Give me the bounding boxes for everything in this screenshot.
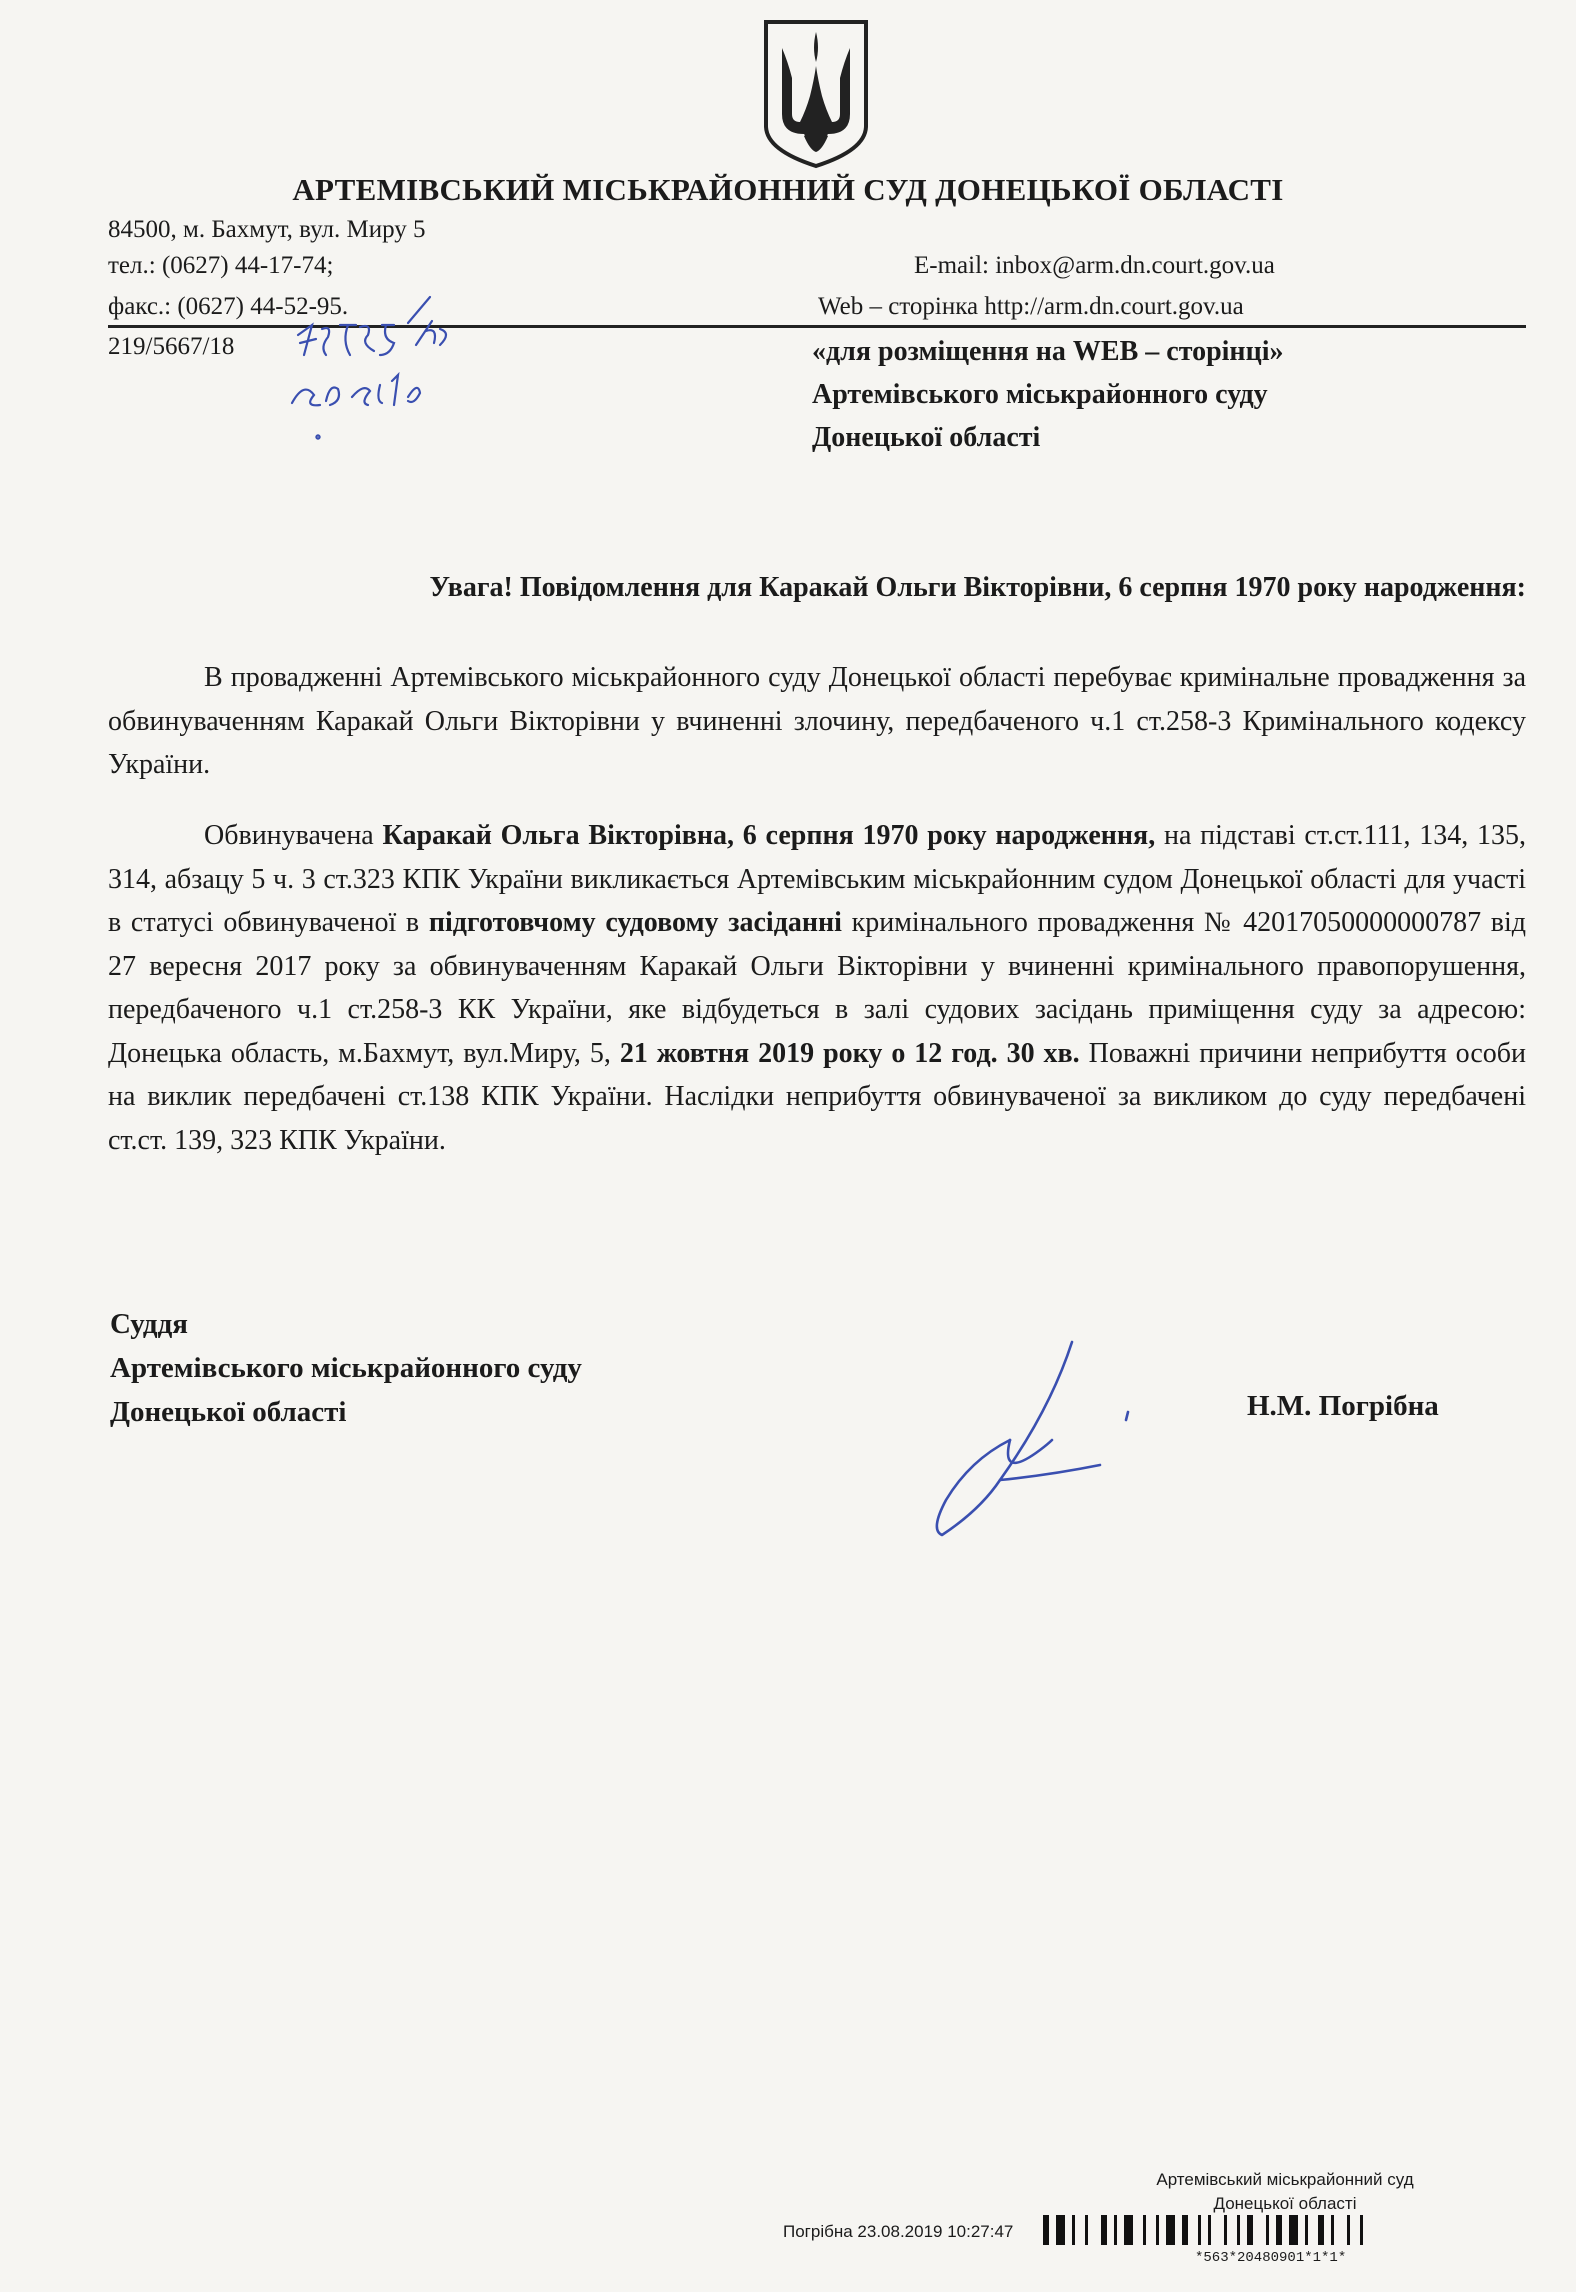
paragraph-2-text-3: кримінального провадження № 42017050000000787 від 27 вересня 2017 року за обвинуваченням Каракай Ольги Вікторівни у вчиненні кримінального правопорушення, передбаченого ч.1 ст.258-3 КК України, яке відбудеться в залі судових засідань приміщення суду за адресою: Донецька область, м.Бахмут, вул.Миру, 5, xyxy=(108,907,1527,1069)
registration-stamp-court xyxy=(1100,2168,1470,2216)
outgoing-number: 219/5667/18 xyxy=(108,333,235,360)
paragraph-2-text-4: Поважні причини неприбуття особи на виклик передбачені ст.138 КПК України. Наслідки неприбуття обвинуваченої за викликом до суду передбачені ст.ст. 139, 323 КПК України. xyxy=(108,1037,1527,1156)
addressee-line-1: «для розміщення на WEB – сторінці» xyxy=(812,336,1284,367)
addressee-block xyxy=(812,330,1283,459)
paragraph-1: В провадженні Артемівського міськрайонного суду Донецької області перебуває кримінальне провадження за обвинуваченням Каракай Ольги Вікторівни у вчиненні злочину, передбаченого ч.1 ст.258-3 Кримінального кодексу України. xyxy=(108,662,1526,780)
notice-heading: Увага! Повідомлення для Каракай Ольги Вікторівни, 6 серпня 1970 року народження: xyxy=(429,572,1526,603)
stamp-court-line-1: Артемівський міськрайонний суд xyxy=(1156,2170,1414,2189)
barcode-text: *563*20480901*1*1* xyxy=(1195,2250,1347,2266)
paragraph-2-text-1: Обвинувачена xyxy=(204,820,383,851)
judge-title-line-3: Донецької області xyxy=(110,1396,347,1428)
handwritten-signature xyxy=(930,1330,1130,1540)
court-title: АРТЕМІВСЬКИЙ МІСЬКРАЙОННИЙ СУД ДОНЕЦЬКОЇ ОБЛАСТІ xyxy=(292,172,1284,207)
accused-name-bold: Каракай Ольга Вікторівна, 6 серпня 1970 року народження, xyxy=(382,820,1156,851)
registration-stamp-signed: Погрібна 23.08.2019 10:27:47 xyxy=(783,2222,1014,2241)
barcode xyxy=(1043,2215,1523,2251)
court-email: E-mail: inbox@arm.dn.court.gov.ua xyxy=(914,252,1275,279)
hearing-datetime-bold: 21 жовтня 2019 року о 12 год. 30 хв. xyxy=(619,1037,1080,1069)
judge-title-line-2: Артемівського міськрайонного суду xyxy=(110,1352,582,1384)
court-website: Web – сторінка http://arm.dn.court.gov.ua xyxy=(818,293,1244,320)
court-address: 84500, м. Бахмут, вул. Миру 5 xyxy=(108,216,426,243)
stamp-court-line-2: Донецької області xyxy=(1213,2194,1357,2213)
paragraph-2-text-2: на підставі ст.ст.111, 134, 135, 314, абзацу 5 ч. 3 ст.323 КПК України викликається Артемівським міськрайонним судом Донецької області для участі в статусі обвинуваченої в xyxy=(108,820,1526,938)
judge-title-line-1: Суддя xyxy=(110,1308,188,1340)
addressee-line-3: Донецької області xyxy=(812,422,1041,453)
judge-title-block xyxy=(110,1302,582,1434)
paragraph-2 xyxy=(108,814,1526,1162)
handwritten-registration-mark xyxy=(290,285,490,445)
judge-name: Н.М. Погрібна xyxy=(1247,1390,1439,1422)
coat-of-arms-icon xyxy=(760,18,872,170)
court-phone: тел.: (0627) 44-17-74; xyxy=(108,252,334,279)
addressee-line-2: Артемівського міськрайонного суду xyxy=(812,379,1268,410)
hearing-type-bold: підготовчому судовому засіданні xyxy=(428,907,842,938)
court-fax: факс.: (0627) 44-52-95. xyxy=(108,293,349,320)
